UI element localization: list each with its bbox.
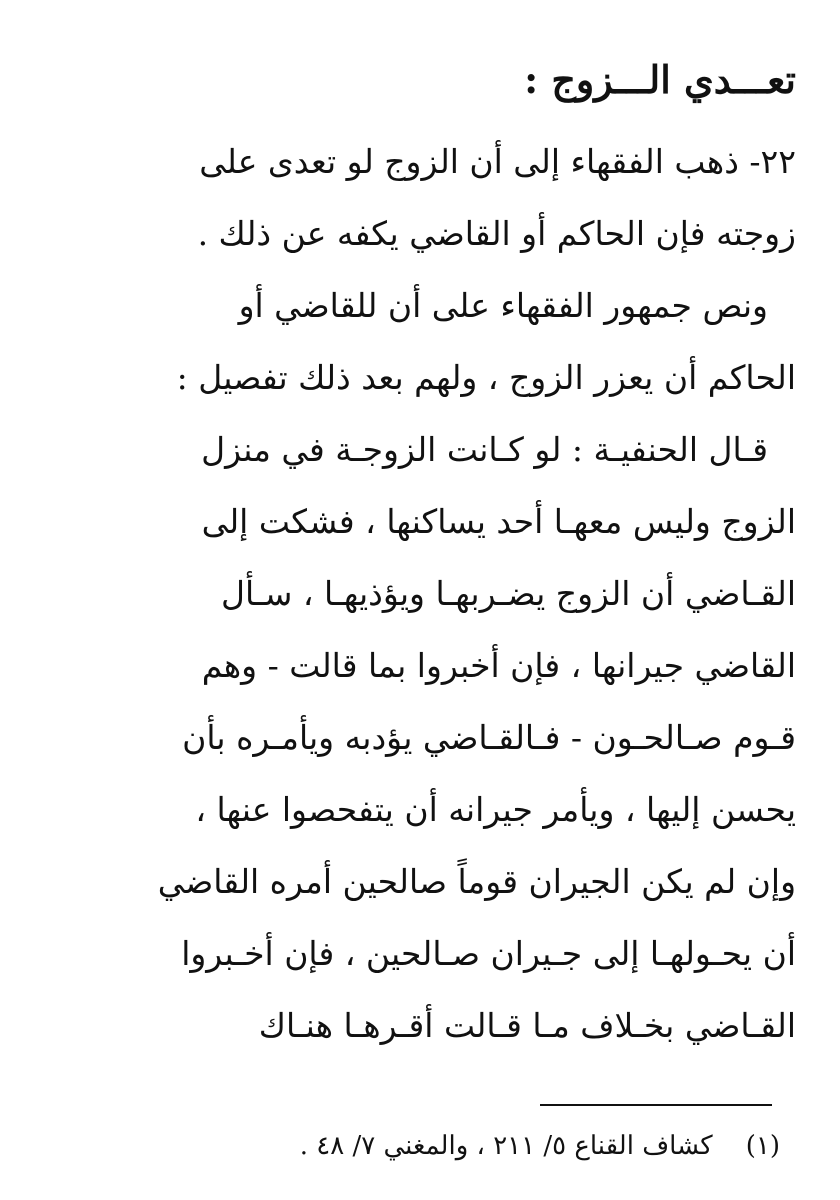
text-line: القـاضي أن الزوج يضـربهـا ويؤذيهـا ، سـأل [221,574,796,613]
footnote-number: (١) [745,1131,780,1161]
footnote [300,1124,780,1168]
text-line: زوجته فإن الحاكم أو القاضي يكفه عن ذلك . [197,214,796,253]
footnote-divider [540,1104,772,1106]
text-line: الزوج وليس معهـا أحد يساكنها ، فشكت إلى [201,502,796,541]
text-line: يحسن إليها ، ويأمر جيرانه أن يتفحصوا عنها ، [195,790,796,829]
body-text [110,126,796,1062]
text-line: ٢٢- ذهب الفقهاء إلى أن الزوج لو تعدى على [199,142,796,181]
footnote-text: كشاف القناع ٥/ ٢١١ ، والمغني ٧/ ٤٨ . [299,1131,713,1161]
text-line: القـاضي بخـلاف مـا قـالت أقـرهـا هنـاك [258,1006,796,1045]
text-line: ونص جمهور الفقهاء على أن للقاضي أو [238,286,768,325]
text-line: القاضي جيرانها ، فإن أخبروا بما قالت - وهم [201,646,796,685]
text-line: أن يحـولهـا إلى جـيران صـالحين ، فإن أخـبروا [181,934,796,973]
text-line: قـال الحنفيـة : لو كـانت الزوجـة في منزل [201,430,768,469]
text-line: وإن لم يكن الجيران قوماً صالحين أمره القاضي [157,862,796,901]
section-heading: تعـــدي الـــزوج : [524,57,796,102]
text-line: قـوم صـالحـون - فـالقـاضي يؤدبه ويأمـره بأن [182,718,796,757]
text-line: الحاكم أن يعزر الزوج ، ولهم بعد ذلك تفصيل : [176,358,796,397]
